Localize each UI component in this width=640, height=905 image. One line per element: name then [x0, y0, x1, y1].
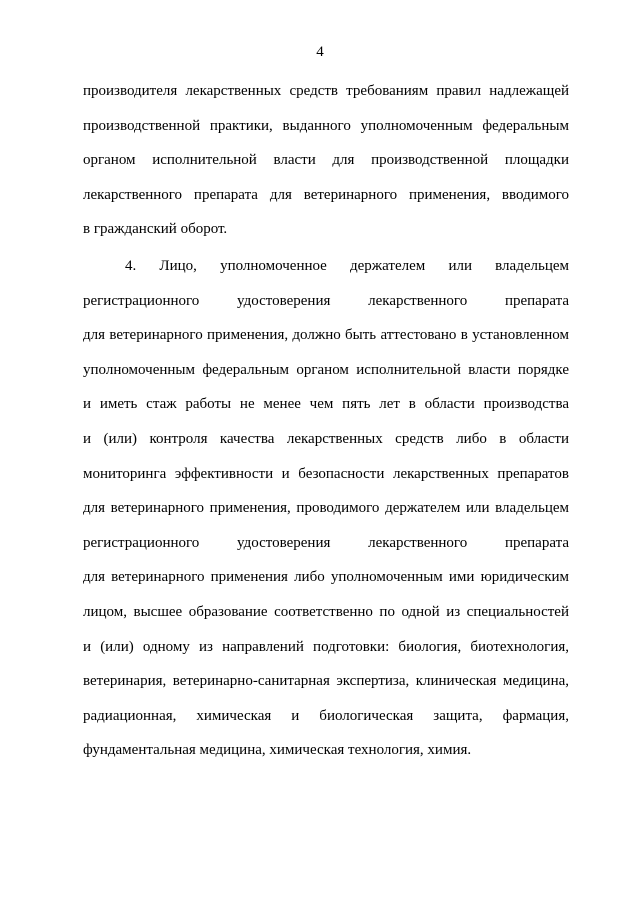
- text-line: для ветеринарного применения либо уполномоченным ими юридическим: [83, 569, 569, 586]
- text-line: ветеринария, ветеринарно-санитарная экспертиза, клиническая медицина,: [83, 673, 569, 690]
- paragraph-2: [83, 249, 569, 768]
- text-line: фундаментальная медицина, химическая технология, химия.: [83, 742, 472, 759]
- page-number: 4: [316, 44, 324, 60]
- text-line: производителя лекарственных средств требованиям правил надлежащей: [83, 83, 569, 99]
- text-line: для ветеринарного применения, должно быть аттестовано в установленном: [83, 327, 569, 344]
- text-line: производственной практики, выданного уполномоченным федеральным: [83, 117, 569, 134]
- text-line: 4. Лицо, уполномоченное держателем или владельцем: [125, 257, 569, 274]
- text-line: уполномоченным федеральным органом исполнительной власти порядке: [83, 361, 569, 378]
- text-line: лекарственного препарата для ветеринарного применения, вводимого: [83, 186, 569, 203]
- text-line: в гражданский оборот.: [83, 221, 228, 238]
- text-line: мониторинга эффективности и безопасности лекарственных препаратов: [83, 465, 569, 482]
- text-line: и иметь стаж работы не менее чем пять лет в области производства: [83, 396, 569, 413]
- text-line: лицом, высшее образование соответственно по одной из специальностей: [83, 603, 569, 620]
- document-body: [83, 74, 569, 768]
- text-line: органом исполнительной власти для производственной площадки: [83, 152, 569, 169]
- paragraph-1: [83, 74, 569, 247]
- text-line: и (или) контроля качества лекарственных средств либо в области: [83, 430, 569, 447]
- text-line: регистрационного удостоверения лекарственного препарата: [83, 534, 569, 551]
- text-line: регистрационного удостоверения лекарственного препарата: [83, 292, 569, 309]
- text-line: радиационная, химическая и биологическая защита, фармация,: [83, 707, 569, 724]
- text-line: для ветеринарного применения, проводимого держателем или владельцем: [83, 500, 569, 517]
- text-line: и (или) одному из направлений подготовки: биология, биотехнология,: [83, 638, 569, 655]
